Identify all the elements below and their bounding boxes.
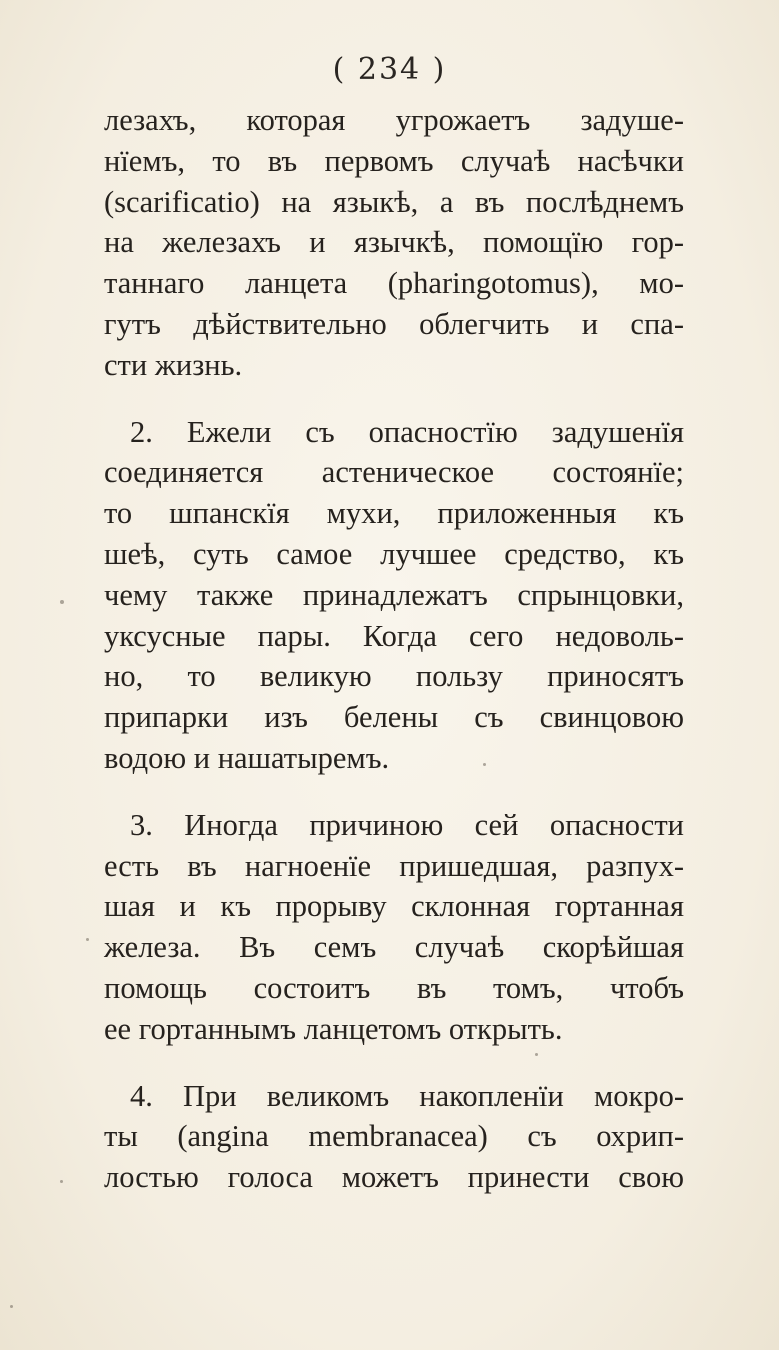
paragraph-1 [104,100,684,386]
text-line: то шпанскïя мухи, приложенныя къ [104,496,684,531]
print-speck [10,1305,13,1308]
text-line: ее гортаннымъ ланцетомъ открыть. [104,1011,563,1046]
paragraph-4 [104,1076,684,1198]
text-line: 4. При великомъ накопленïи мокро- [130,1078,684,1113]
text-line: нïемъ, то въ первомъ случаѣ насѣчки [104,143,684,178]
text-line: помощь состоитъ въ томъ, чтобъ [104,970,684,1005]
text-line: 3. Иногда причиною сей опасности [130,807,684,842]
text-line: ты (angina membranacea) съ охрип- [104,1119,684,1154]
print-speck [535,1053,538,1056]
print-speck [483,763,486,766]
text-line: таннаго ланцета (pharingotomus), мо- [104,266,684,301]
text-line: соединяется астеническое состоянïе; [104,455,684,490]
print-speck [86,938,89,941]
paragraph-2 [104,412,684,779]
text-line: водою и нашатыремъ. [104,740,390,775]
body-text [104,100,684,1224]
text-line: сти жизнь. [104,347,243,382]
text-line: гутъ дѣйствительно облегчить и спа- [104,306,684,341]
text-line: лезахъ, которая угрожаетъ задуше- [104,103,684,137]
text-line: железа. Въ семъ случаѣ скорѣйшая [104,930,684,965]
text-line: лостью голоса можетъ принести свою [104,1160,684,1195]
text-line: припарки изъ белены съ свинцовою [104,700,684,735]
text-line: чему также принадлежатъ спрынцовки, [104,577,684,612]
text-line: но, то великую пользу приносятъ [104,659,684,694]
text-line: шая и къ прорыву склонная гортанная [104,889,684,924]
text-line: есть въ нагноенïе пришедшая, разпух- [104,848,684,883]
print-speck [60,1180,63,1183]
print-speck [60,600,64,604]
text-line: 2. Ежели съ опасностïю задушенïя [130,414,684,449]
text-line: (scarificatio) на языкѣ, а въ послѣднемъ [104,184,684,219]
text-line: уксусные пары. Когда сего недоволь- [104,618,684,653]
text-line: на железахъ и язычкѣ, помощïю гор- [104,225,684,260]
paragraph-3 [104,805,684,1050]
text-line: шеѣ, суть самое лучшее средство, къ [104,536,684,571]
page-number: ( 234 ) [332,52,447,87]
